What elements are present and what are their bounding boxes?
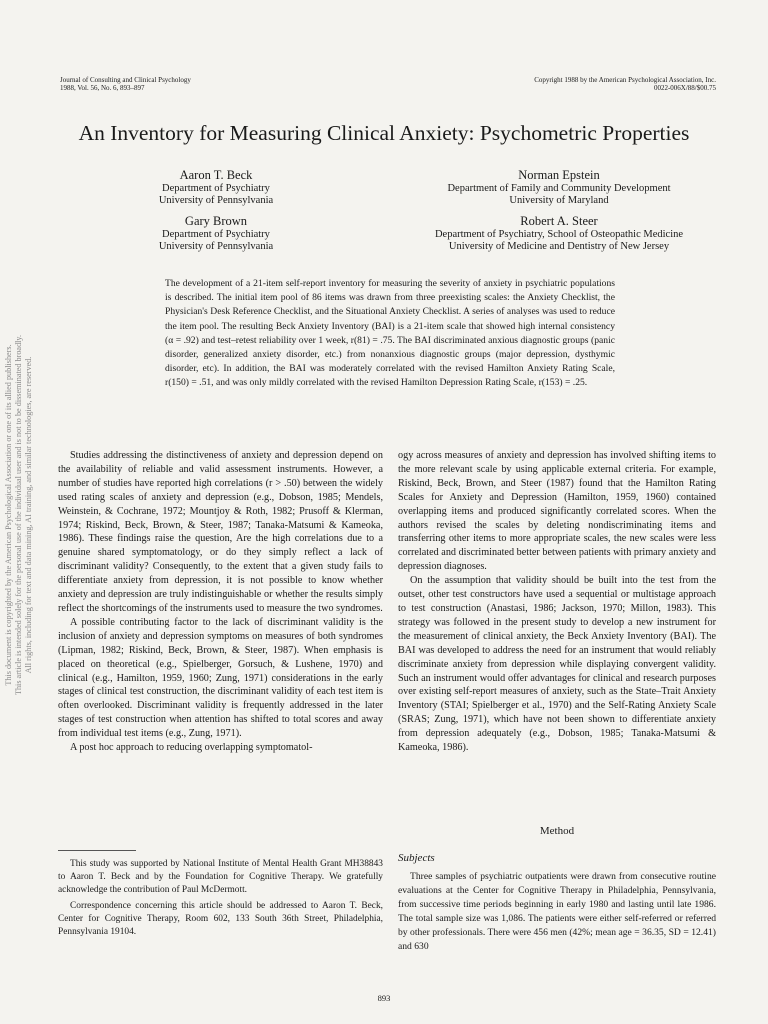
body-paragraph: Studies addressing the distinctiveness of anxiety and depression depend on the availability of reliable and valid assessment instruments. However, a number of studies have reported high correlations (r > .50) between the widely used rating scales of anxiety and depression (e.g., Dobson, 1985; Mendels, Weinstein, & Cochrane, 1972; Mountjoy & Roth, 1982; Prusoff & Klerman, 1974; Riskind, Beck, Brown, & Steer, 1987; Tanaka-Matsumi & Kameoka, 1986). These findings raise the question, Are the high correlations due to a genuine shared symptomatology, or do they simply reflect a lack of discriminant validity? Consequently, to the extent that a given study fails to differentiate anxiety from depression, it is not possible to know whether anxiety and depression are truly indistinguishable or whether the results simply reflect the shortcomings of the instruments used to measure the two syndromes. bbox=[58, 450, 383, 614]
article-title: An Inventory for Measuring Clinical Anxiety: Psychometric Properties bbox=[78, 121, 690, 145]
side-notice-line: All rights, including for text and data mining, AI training, and similar technologies, are reserved. bbox=[24, 356, 34, 674]
journal-header bbox=[60, 76, 191, 92]
journal-volume: 1988, Vol. 56, No. 6, 893–897 bbox=[60, 84, 145, 92]
journal-name: Journal of Consulting and Clinical Psychology bbox=[60, 76, 191, 84]
author-block-epstein bbox=[394, 168, 724, 206]
author-name: Norman Epstein bbox=[518, 168, 600, 182]
body-paragraph: Three samples of psychiatric outpatients were drawn from consecutive routine evaluations at the Center for Cognitive Therapy in Philadelphia, Pennsylvania, from successive time periods beginning in early 1980 and lasting until late 1986. The total sample size was 1,086. The patients were either self-referred or referred by other professionals. There were 456 men (42%; mean age = 36.35, SD = 12.41) and 630 bbox=[398, 871, 716, 952]
footnote-correspondence: Correspondence concerning this article should be addressed to Aaron T. Beck, Center for Cognitive Therapy, Room 602, 133 South 36th Street, Philadelphia, Pennsylvania 19104. bbox=[58, 900, 383, 938]
subjects-section bbox=[398, 870, 716, 954]
side-notice-line: This article is intended solely for the personal use of the individual user and is not to be disseminated broadly. bbox=[14, 334, 24, 696]
footnote-support: This study was supported by National Institute of Mental Health Grant MH38843 to Aaron T. Beck and by the Foundation for Cognitive Therapy. We gratefully acknowledge the contribution of Paul McDermott. bbox=[58, 859, 383, 896]
author-block-steer bbox=[380, 214, 738, 252]
author-institution: University of Medicine and Dentistry of New Jersey bbox=[448, 240, 670, 252]
author-block-brown bbox=[118, 214, 314, 252]
author-name: Robert A. Steer bbox=[520, 214, 598, 228]
author-department: Department of Psychiatry, School of Osteopathic Medicine bbox=[434, 229, 684, 240]
author-name: Aaron T. Beck bbox=[179, 168, 253, 182]
subsection-heading-subjects: Subjects bbox=[398, 852, 435, 864]
body-paragraph: A post hoc approach to reducing overlapping symptomatol- bbox=[70, 742, 313, 754]
body-paragraph: On the assumption that validity should be built into the test from the outset, other test constructors have used a sequential or multistage approach to test construction (Anastasi, 1986; Jackson, 1970; Millon, 1983). This strategy was followed in the present study to develop a new instrument for the measurement of clinical anxiety, the Beck Anxiety Inventory (BAI). The BAI was developed to address the need for an instrument that would reliably discriminate anxiety from depression while displaying convergent validity. Such an instrument would offer advantages for clinical and research purposes over existing self-report measures of anxiety, such as the State–Trait Anxiety Inventory (STAI; Spielberger et al., 1970) and the Self-Rating Anxiety Scale (SRAS; Zung, 1971), which have not been shown to differentiate anxiety from depression adequately (e.g., Dobson, 1985; Tanaka-Matsumi & Kameoka, 1986). bbox=[398, 575, 716, 754]
body-column-left bbox=[58, 449, 383, 755]
body-paragraph: A possible contributing factor to the lack of discriminant validity is the inclusion of anxiety and depression symptoms on measures of both syndromes (Lipman, 1982; Riskind, Beck, Brown, & Steer, 1987). When emphasis is placed on theoretical (e.g., Spielberger, Gorsuch, & Lushene, 1970) and clinical (e.g., Hamilton, 1959, 1960; Zung, 1971) considerations in the early stages of clinical test construction, the discriminant validity of each test item is often overlooked. Discriminant validity is frequently addressed in the later stages of test construction when attention has shifted to total scores and away from individual test items (e.g., Zung, 1971). bbox=[58, 616, 383, 740]
copyright-header bbox=[534, 76, 716, 92]
author-institution: University of Pennsylvania bbox=[158, 194, 274, 206]
footnotes bbox=[58, 858, 383, 941]
side-notice-line: This document is copyrighted by the American Psychological Association or one of its allied publishers. bbox=[4, 344, 13, 686]
author-department: Department of Psychiatry bbox=[162, 229, 270, 240]
body-paragraph: ogy across measures of anxiety and depression has involved shifting items to the more relevant scale by using applicable external criteria. For example, Riskind, Beck, Brown, and Steer (1987) found that the Hamilton Rating Scales for Anxiety and Depression (Hamilton, 1959, 1960) contained overlapping items and produced significantly correlated scores. When the authors revised the scales by deleting nondiscriminating items and transferring other items to more appropriate scales, the new scales were less correlated and discriminated better between patients with primary anxiety and depression diagnoses. bbox=[398, 450, 716, 573]
author-block-beck bbox=[118, 168, 314, 206]
section-heading-method: Method bbox=[539, 825, 575, 837]
footnote-divider bbox=[58, 850, 136, 851]
author-name: Gary Brown bbox=[184, 214, 248, 228]
abstract: The development of a 21-item self-report inventory for measuring the severity of anxiety in psychiatric populations is described. The initial item pool of 86 items was drawn from three preexisting scales: the Anxiety Checklist, the Physician's Desk Reference Checklist, and the Situational Anxiety Checklist. A series of analyses was used to reduce the item pool. The resulting Beck Anxiety Inventory (BAI) is a 21-item scale that showed high internal consistency (α = .92) and test–retest reliability over 1 week, r(81) = .75. The BAI discriminated anxious diagnostic groups (panic disorder, generalized anxiety disorder, etc.) from nonanxious diagnostic groups (major depression, dysthymic disorder, etc). In addition, the BAI was moderately correlated with the revised Hamilton Anxiety Rating Scale, r(150) = .51, and was only mildly correlated with the revised Hamilton Depression Rating Scale, r(153) = .25. bbox=[165, 278, 615, 389]
author-institution: University of Maryland bbox=[509, 194, 609, 206]
body-column-right bbox=[398, 449, 716, 755]
copyright-line: Copyright 1988 by the American Psychological Association, Inc. bbox=[534, 76, 716, 84]
author-institution: University of Pennsylvania bbox=[158, 240, 274, 252]
article-code: 0022-006X/88/$00.75 bbox=[653, 84, 716, 92]
author-department: Department of Psychiatry bbox=[162, 183, 270, 194]
copyright-side-notice bbox=[4, 290, 48, 740]
author-department: Department of Family and Community Development bbox=[447, 183, 671, 194]
page-number: 893 bbox=[377, 993, 391, 1003]
